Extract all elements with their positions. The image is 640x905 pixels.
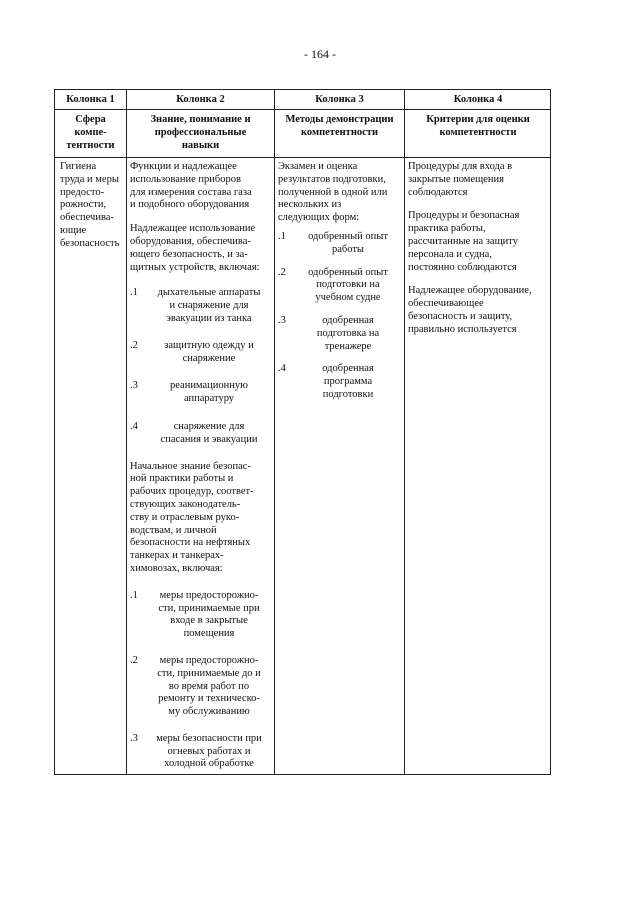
col2-para-2: Надлежащее использование оборудования, обеспечива- ющего безопасность, и за- щитных устройств, включая:: [130, 223, 260, 273]
col3-intro: Экзамен и оценка результатов подготовки, полученной в одной или нескольких из следующих форм:: [278, 161, 388, 224]
competence-table: [54, 89, 551, 775]
list-item: .2 одобренный опыт подготовки на учебном судне: [278, 266, 388, 304]
list-item: .4 одобренная программа подготовки: [278, 363, 374, 400]
list-item: .2 защитную одежду и снаряжение: [130, 339, 254, 364]
list-item: .3 меры безопасности при огневых работах и холодной обработке: [130, 732, 262, 770]
list-item: .2 меры предосторожно- сти, принимаемые до и во время работ по ремонту и техническо- му обслуживанию: [130, 654, 261, 718]
list-item: .1 меры предосторожно- сти, принимаемые при входе в закрытые помещения: [130, 589, 260, 640]
subheader-col-3: Методы демонстрации компетентности: [285, 114, 394, 138]
list-item: .3 одобренная подготовка на тренажере: [278, 314, 380, 352]
col2-para-1: Функции и надлежащее использование приборов для измерения состава газа и подобного оборудования: [130, 161, 252, 211]
page-number: - 164 -: [304, 47, 336, 61]
col2-knowledge: [130, 161, 273, 771]
header-col-3: Колонка 3: [315, 94, 364, 105]
subheader-col-1: Сфера компе- тентности: [66, 114, 115, 151]
subheader-col-4: Критерии для оценки компетентности: [426, 114, 530, 138]
col4-para-3: Надлежащее оборудование, обеспечивающее безопасность и защиту, правильно используется: [408, 285, 532, 335]
list-item: .4 снаряжение для спасания и эвакуации: [130, 420, 258, 445]
col2-para-3: Начальное знание безопас- ной практики работы и рабочих процедур, соответ- ствующих законодатель- ству и отраслевым руко- водствам, и личной безопасности на нефтяных танкерах и танкерах- химовозах, включая:: [130, 460, 254, 574]
col1-competence: Гигиена труда и меры предосто- рожности, обеспечива- ющие безопасность: [60, 161, 120, 249]
subheader-col-2: Знание, понимание и профессиональные навыки: [150, 114, 251, 151]
col3-methods: [278, 161, 403, 402]
list-item: .1 одобренный опыт работы: [278, 230, 388, 255]
col4-criteria: [408, 161, 550, 337]
header-col-4: Колонка 4: [453, 94, 503, 105]
header-col-1: Колонка 1: [66, 94, 115, 105]
header-col-2: Колонка 2: [176, 94, 225, 105]
list-item: .3 реанимационную аппаратуру: [130, 380, 248, 405]
col4-para-1: Процедуры для входа в закрытые помещения соблюдаются: [408, 161, 513, 198]
list-item: .1 дыхательные аппараты и снаряжение для эвакуации из танка: [130, 287, 261, 324]
col4-para-2: Процедуры и безопасная практика работы, рассчитанные на защиту персонала и судна, постоянно соблюдаются: [408, 210, 520, 273]
